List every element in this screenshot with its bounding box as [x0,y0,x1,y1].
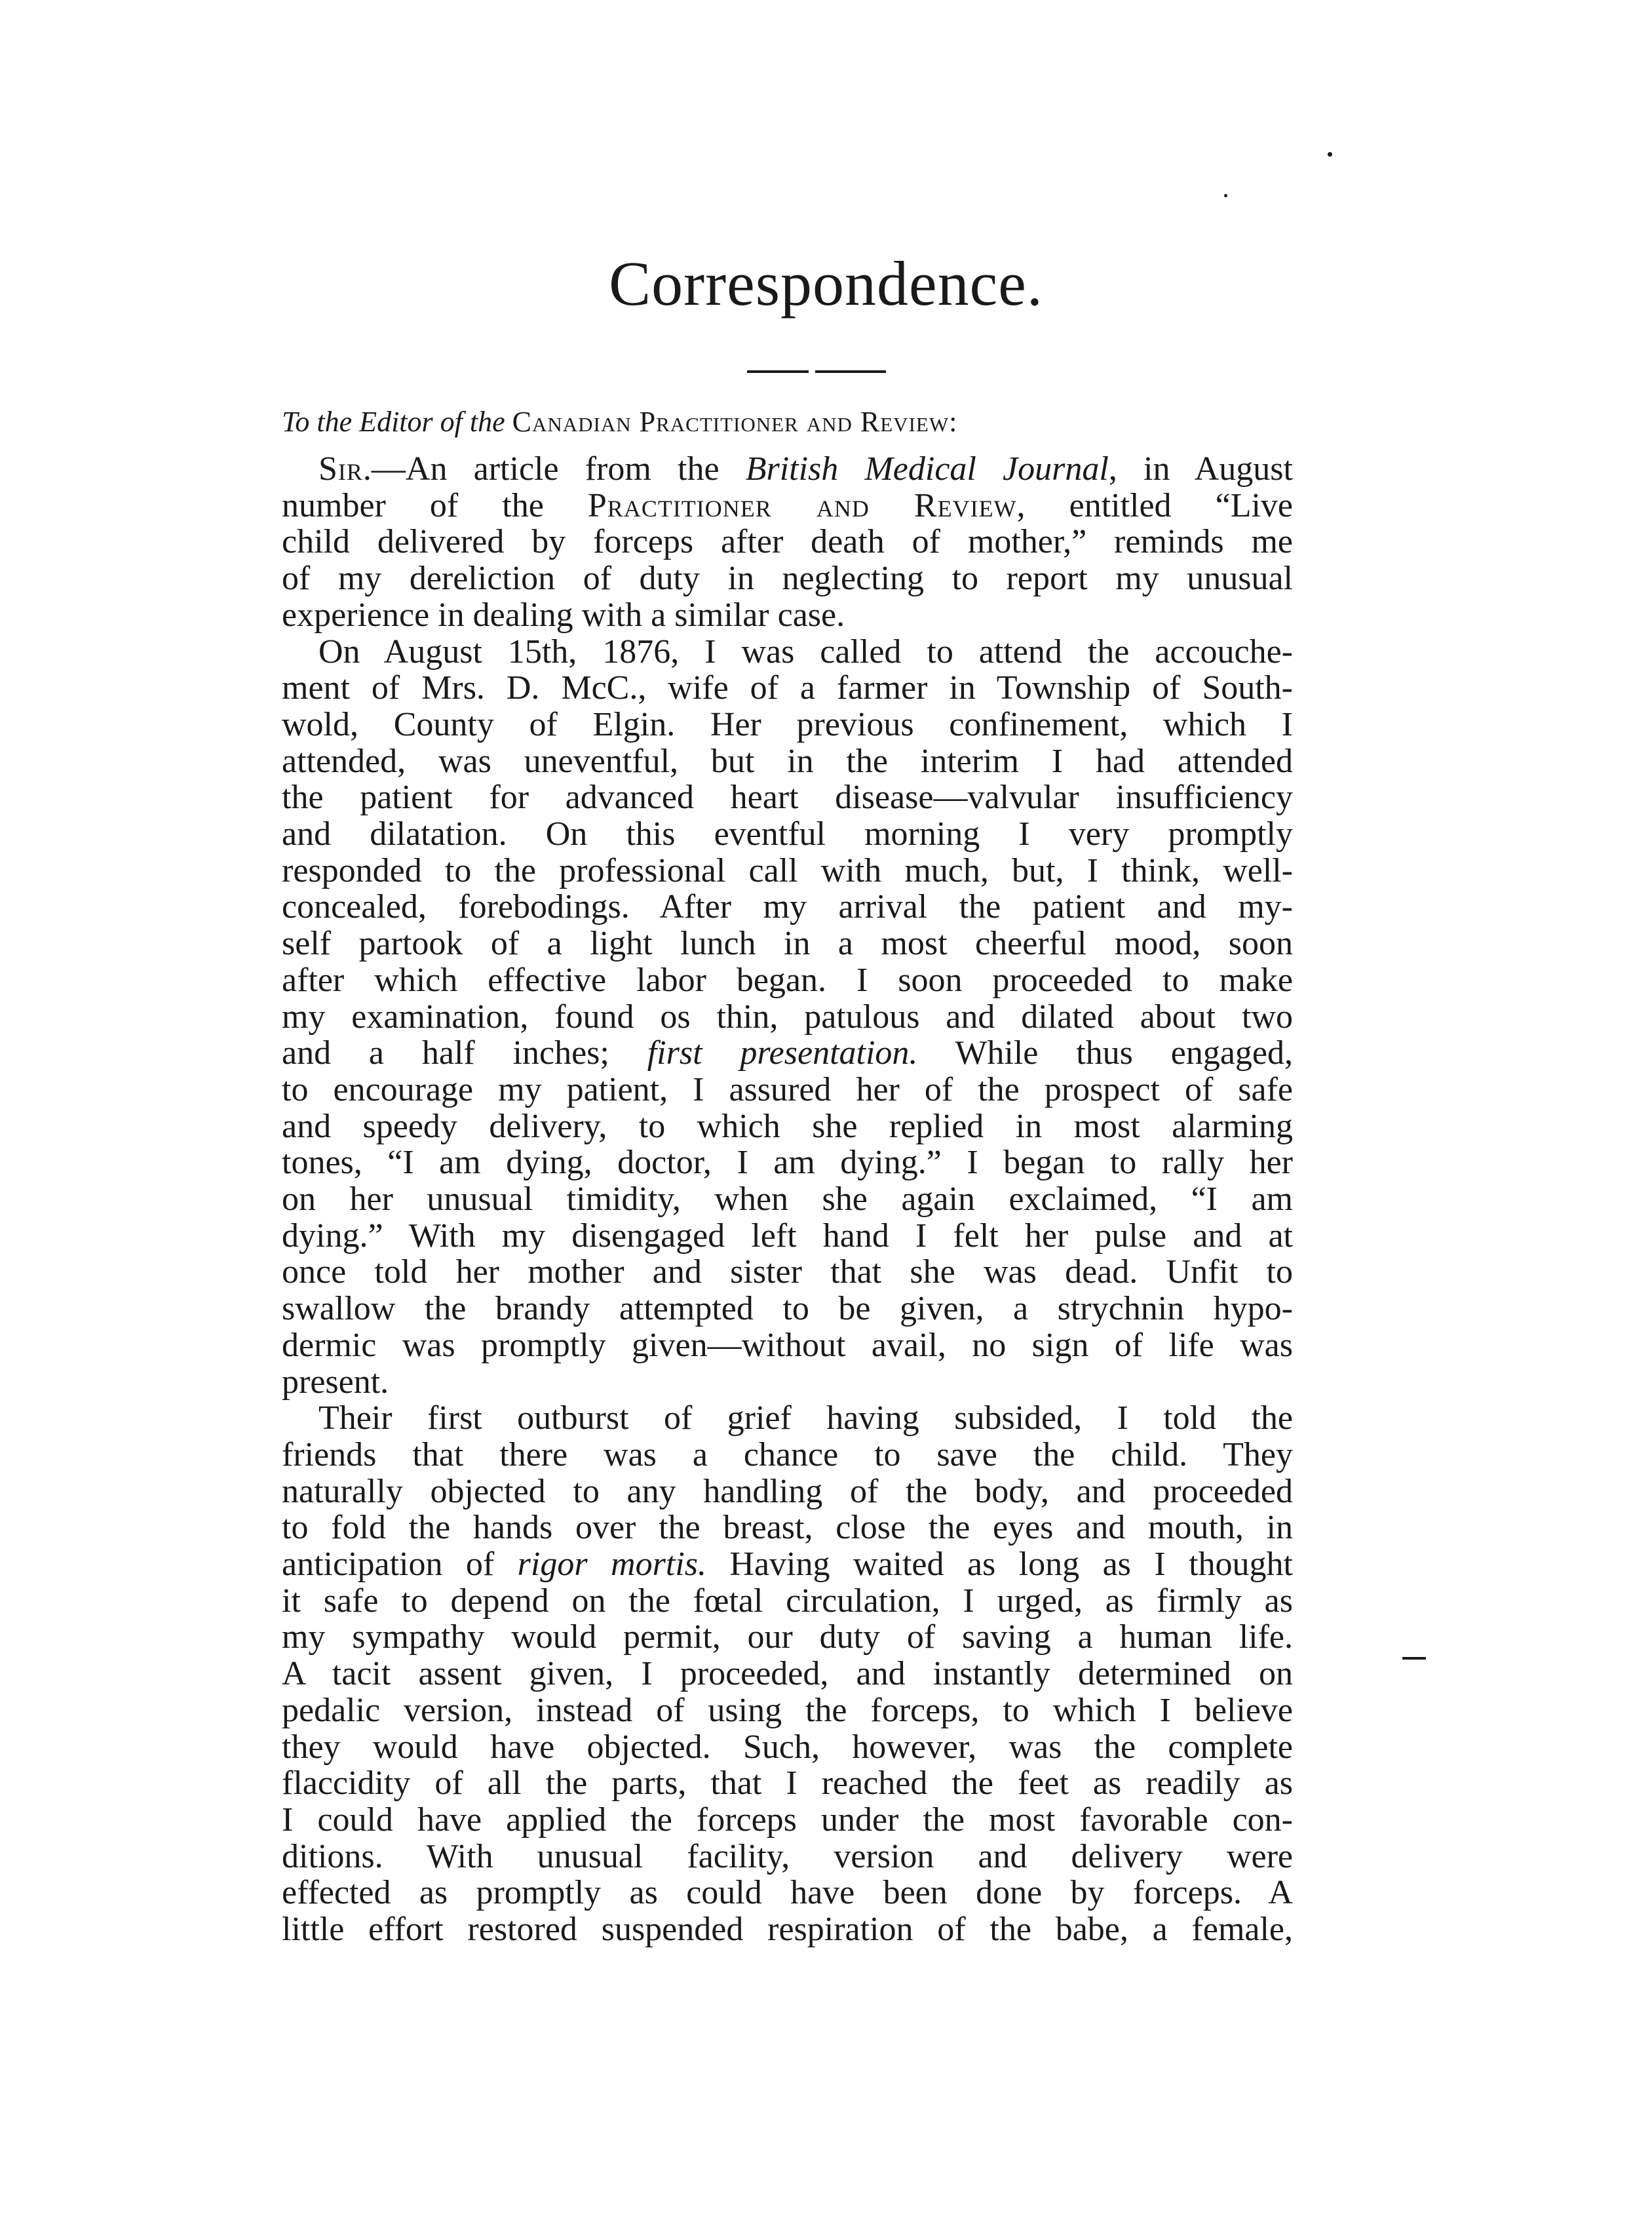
line-text: the patient for advanced heart disease—valvular insufficiency [282,779,1293,817]
line-text: and speedy delivery, to which she replied in most alarming [282,1107,1293,1145]
text-line [282,560,1293,597]
italic-text: British Medical Journal [745,450,1109,488]
text-line [282,1582,1293,1620]
text-line [282,1436,1293,1473]
text-line [282,779,1293,816]
salutation [282,408,957,437]
line-text: on her unusual timidity, when she again exclaimed, “I am [282,1180,1293,1218]
page-title: Correspondence. [609,248,1043,319]
line-text: ditions. With unusual facility, version and delivery were [282,1837,1293,1875]
line-text: wold, County of Elgin. Her previous confinement, which I [282,705,1293,743]
line-text: anticipation of [282,1546,518,1583]
line-text: to fold the hands over the breast, close the eyes and mouth, in [282,1509,1293,1547]
line-text: child delivered by forceps after death of mother,” reminds me [282,523,1293,561]
line-text: ment of Mrs. D. McC., wife of a farmer in Township of South- [282,669,1293,707]
line-text: .—An article from the [362,450,746,488]
text-line [282,487,1293,524]
text-line [282,669,1293,707]
text-line [282,1546,1293,1583]
small-caps-text: Practitioner and Review [587,486,1017,524]
text-line [282,1509,1293,1546]
text-line [282,1874,1293,1911]
line-text: it safe to depend on the fœtal circulation, I urged, as firmly as [282,1582,1293,1620]
line-text: Having waited as long as I thought [706,1546,1293,1583]
text-line [282,962,1293,999]
line-text: to encourage my patient, I assured her of the prospect of safe [282,1070,1293,1108]
line-text: , in August [1108,450,1293,488]
text-line [282,1473,1293,1510]
text-line [282,888,1293,925]
text-line [282,1764,1293,1802]
line-text: experience in dealing with a similar case. [282,596,845,634]
text-line [282,596,1293,634]
salutation-prefix: To the Editor of the [282,406,505,438]
line-text: On August 15th, 1876, I was called to attend the accouche- [318,633,1293,671]
line-text: and dilatation. On this eventful morning I very promptly [282,815,1293,853]
text-line [282,1399,1293,1437]
text-line [282,633,1293,671]
text-line [282,1363,1293,1401]
line-text: swallow the brandy attempted to be given, a strychnin hypo- [282,1290,1293,1328]
line-text: effected as promptly as could have been done by forceps. A [282,1874,1293,1912]
text-line [282,1327,1293,1364]
text-line [282,1618,1293,1656]
line-text: dying.” With my disengaged left hand I felt her pulse and at [282,1217,1293,1255]
line-text: attended, was uneventful, but in the interim I had attended [282,742,1293,780]
line-text: they would have objected. Such, however, was the complete [282,1728,1293,1766]
text-line [282,523,1293,560]
salutation-suffix: : [949,406,957,438]
title-divider-right [815,370,886,373]
line-text: responded to the professional call with much, but, I think, well- [282,851,1293,889]
text-line [282,925,1293,962]
text-line [282,1034,1293,1072]
line-text: naturally objected to any handling of the body, and proceeded [282,1472,1293,1510]
line-text: after which effective labor began. I soon proceeded to make [282,961,1293,999]
margin-dash [1402,1657,1426,1660]
line-text: once told her mother and sister that she was dead. Unfit to [282,1253,1293,1291]
print-speck [1328,152,1332,157]
italic-text: rigor mortis. [517,1546,706,1583]
text-line [282,1253,1293,1291]
text-line [282,1144,1293,1181]
line-text: Their first outburst of grief having subsided, I told the [318,1399,1293,1437]
text-line [282,1108,1293,1145]
title-divider-left [747,370,809,373]
print-speck [1224,194,1227,197]
text-line [282,1801,1293,1839]
line-text: While thus engaged, [917,1034,1294,1072]
text-line [282,998,1293,1036]
text-line [282,706,1293,743]
line-text: of my dereliction of duty in neglecting to report my unusual [282,560,1293,598]
line-text: I could have applied the forceps under the most favorable con- [282,1801,1293,1839]
line-text: my sympathy would permit, our duty of saving a human life. [282,1618,1293,1656]
line-text: and a half inches; [282,1034,647,1072]
italic-text: first presentation. [647,1034,918,1072]
text-line [282,1838,1293,1875]
text-line [282,1071,1293,1108]
text-line [282,450,1293,488]
text-line [282,1180,1293,1218]
line-text: number of the [282,486,588,524]
line-text: self partook of a light lunch in a most cheerful mood, soon [282,925,1293,963]
line-text: flaccidity of all the parts, that I reached the feet as readily as [282,1764,1293,1802]
small-caps-text: Sir [318,450,363,488]
line-text: concealed, forebodings. After my arrival the patient and my- [282,888,1293,926]
text-line [282,1692,1293,1729]
text-line [282,1728,1293,1766]
text-line [282,1911,1293,1948]
line-text: my examination, found os thin, patulous and dilated about two [282,998,1293,1036]
text-line [282,1217,1293,1255]
text-line [282,1655,1293,1692]
line-text: dermic was promptly given—without avail, no sign of life was [282,1326,1293,1364]
line-text: little effort restored suspended respiration of the babe, a female, [282,1911,1293,1948]
text-line [282,1290,1293,1327]
text-line [282,743,1293,780]
line-text: A tacit assent given, I proceeded, and instantly determined on [282,1655,1293,1693]
line-text: friends that there was a chance to save the child. They [282,1435,1293,1473]
line-text: pedalic version, instead of using the forceps, to which I believe [282,1691,1293,1729]
line-text: tones, “I am dying, doctor, I am dying.” I began to rally her [282,1144,1293,1182]
line-text: present. [282,1363,389,1401]
salutation-journal: Canadian Practitioner and Review [512,406,950,438]
line-text: , entitled “Live [1016,486,1293,524]
text-line [282,852,1293,889]
text-line [282,815,1293,853]
